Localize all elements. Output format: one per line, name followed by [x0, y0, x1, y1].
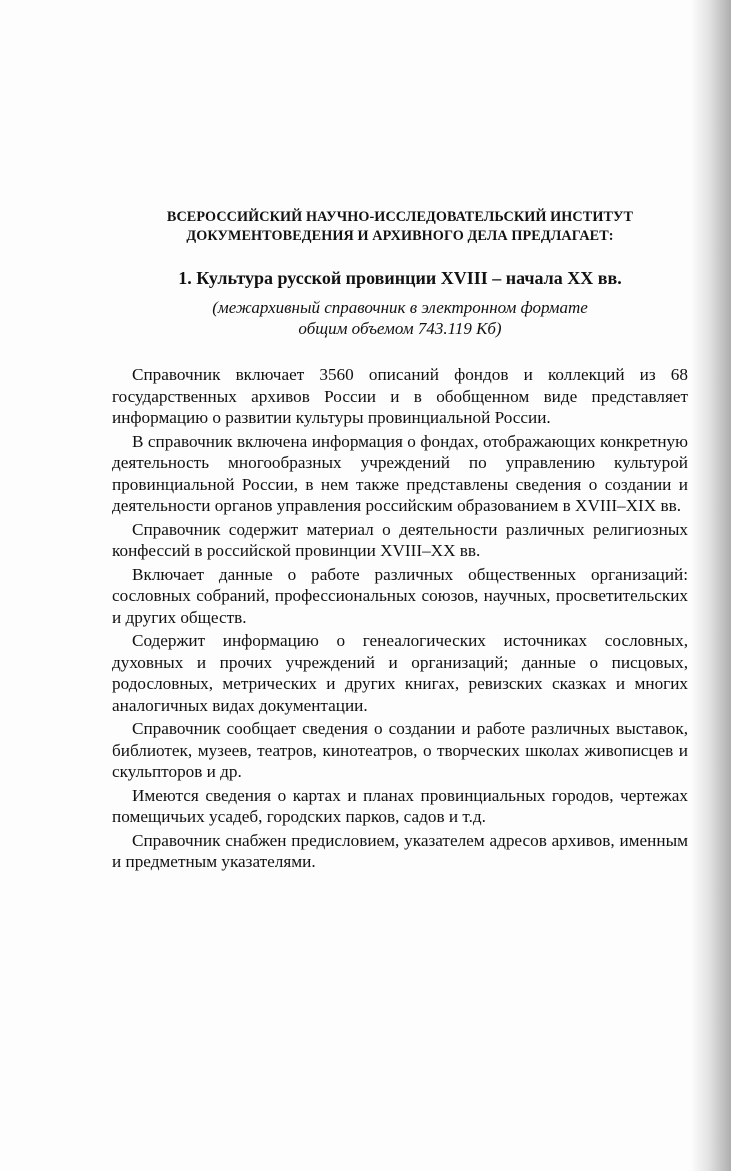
subtitle-line-1: (межархивный справочник в электронном формате [212, 298, 588, 317]
header-line-2: ДОКУМЕНТОВЕДЕНИЯ И АРХИВНОГО ДЕЛА ПРЕДЛАГАЕТ: [186, 228, 614, 244]
paragraph: В справочник включена информация о фондах, отображающих конкретную деятельность многообразных учреждений по управлению культурой провинциальной России, в нем также представлены сведения о создании и деятельности органов управления российским образованием в XVIII–XIX вв. [112, 431, 688, 515]
paragraph: Справочник содержит материал о деятельности различных религиозных конфессий в российской провинции XVIII–XX вв. [112, 519, 688, 560]
paragraph: Имеются сведения о картах и планах провинциальных городов, чертежах помещичьих усадеб, городских парков, садов и т.д. [112, 785, 688, 826]
paragraph: Включает данные о работе различных общественных организаций: сословных собраний, профессиональных союзов, научных, просветительских и других обществ. [112, 564, 688, 627]
paragraph: Справочник сообщает сведения о создании и работе различных выставок, библиотек, музеев, театров, кинотеатров, о творческих школах живописцев и скульпторов и др. [112, 719, 688, 781]
paragraph: Справочник включает 3560 описаний фондов и коллекций из 68 государственных архивов России и в обобщенном виде представляет информацию о развитии культуры провинциальной России. [112, 365, 688, 427]
paragraph: Содержит информацию о генеалогических источниках сословных, духовных и прочих учреждений и организаций; данные о писцовых, родословных, метрических и других книгах, ревизских сказках и многих аналогичных видах документации. [112, 631, 688, 715]
section-title: 1. Культура русской провинции XVIII – начала XX вв. [178, 268, 622, 288]
document-content [112, 208, 688, 875]
description-body [112, 364, 688, 873]
page-edge-shadow [691, 0, 731, 1171]
subtitle-line-2: общим объемом 743.119 Кб) [298, 319, 502, 338]
section-subtitle [112, 297, 688, 339]
institute-header [112, 208, 688, 246]
header-line-1: ВСЕРОССИЙСКИЙ НАУЧНО-ИССЛЕДОВАТЕЛЬСКИЙ ИНСТИТУТ [166, 209, 634, 225]
paragraph: Справочник снабжен предисловием, указателем адресов архивов, именным и предметным указателями. [112, 830, 688, 871]
